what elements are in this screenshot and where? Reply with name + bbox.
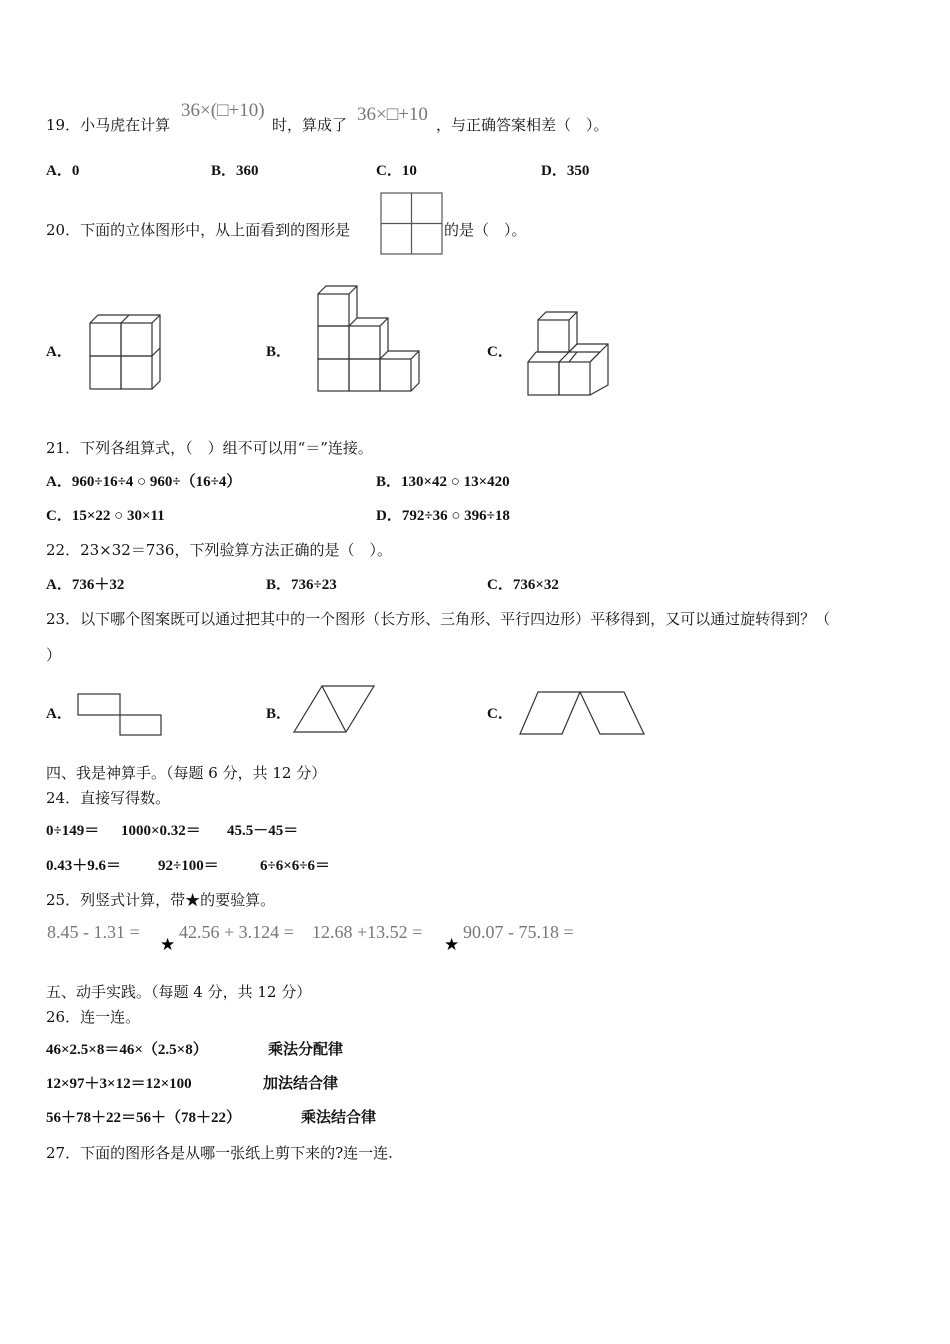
q21-option-a[interactable]: A．960÷16÷4 ○ 960÷（16÷4）: [46, 474, 242, 490]
q20-option-b[interactable]: B．: [266, 344, 292, 360]
q27-label: 27．下面的图形各是从哪一张纸上剪下来的?连一连.: [46, 1144, 393, 1162]
top-view-grid-figure: [380, 192, 444, 256]
q19-option-a[interactable]: A．0: [46, 163, 80, 179]
q26-left-2[interactable]: 12×97＋3×12＝12×100: [46, 1076, 192, 1092]
cube-figure-a: [88, 312, 164, 392]
q23-text-continued: ）: [46, 646, 62, 664]
q24-item-3: 45.5－45＝: [227, 823, 299, 839]
q25-label: 25．列竖式计算，带★的要验算。: [46, 891, 276, 909]
q25-item-2: 42.56 + 3.124 =: [179, 922, 294, 942]
q26-right-3[interactable]: 乘法结合律: [301, 1110, 377, 1126]
q20-label: 20．下面的立体图形中，从上面看到的图形是: [46, 221, 351, 239]
q22-option-a[interactable]: A．736＋32: [46, 577, 125, 593]
q24-item-4: 0.43＋9.6＝: [46, 858, 122, 874]
q26-left-3[interactable]: 56＋78＋22＝56＋（78＋22）: [46, 1110, 242, 1126]
q26-label: 26．连一连。: [46, 1008, 141, 1026]
q25-item-1: 8.45 - 1.31 =: [47, 922, 140, 942]
star-icon: ★: [160, 935, 176, 955]
section-four-heading: 四、我是神算手。（每题 6 分，共 12 分）: [46, 764, 327, 782]
q20-end-text: 的是（ ）。: [444, 221, 527, 239]
q26-right-1[interactable]: 乘法分配律: [268, 1042, 344, 1058]
star-icon: ★: [444, 935, 460, 955]
q19-label: 19．小马虎在计算: [46, 116, 171, 134]
cube-figure-c: [526, 306, 616, 398]
q23-option-c[interactable]: C．: [487, 706, 513, 722]
q19-option-b[interactable]: B．360: [211, 163, 259, 179]
q21-option-d[interactable]: D．792÷36 ○ 396÷18: [376, 508, 510, 524]
q24-item-6: 6÷6×6÷6＝: [260, 858, 331, 874]
section-five-heading: 五、动手实践。（每题 4 分，共 12 分）: [46, 983, 312, 1001]
q23-text: 23．以下哪个图案既可以通过把其中的一个图形（长方形、三角形、平行四边形）平移得到，又可以通过旋转得到？（: [46, 610, 831, 628]
rectangle-pattern-figure: [76, 692, 166, 738]
q23-option-a[interactable]: A．: [46, 706, 72, 722]
q19-expr-wrong: 36×□+10: [357, 104, 428, 125]
q22-text: 22．23×32＝736，下列验算方法正确的是（ ）。: [46, 541, 392, 559]
q26-right-2[interactable]: 加法结合律: [263, 1076, 339, 1092]
q23-option-b[interactable]: B．: [266, 706, 292, 722]
q19-end-text: ，与正确答案相差（ ）。: [436, 116, 609, 134]
q19-expr-correct: 36×(□+10): [181, 100, 265, 121]
parallelogram-pattern-figure: [518, 690, 648, 738]
triangle-pattern-figure: [292, 684, 378, 736]
q19-mid-text: 时，算成了: [272, 116, 348, 134]
q22-option-b[interactable]: B．736÷23: [266, 577, 337, 593]
q20-option-c[interactable]: C．: [487, 344, 513, 360]
q22-option-c[interactable]: C．736×32: [487, 577, 559, 593]
cube-figure-b: [316, 282, 424, 394]
q24-item-1: 0÷149＝: [46, 823, 100, 839]
q25-item-3: 12.68 +13.52 =: [312, 922, 423, 942]
q24-item-5: 92÷100＝: [158, 858, 219, 874]
q24-label: 24．直接写得数。: [46, 789, 171, 807]
q21-text: 21．下列各组算式，（ ）组不可以用“＝”连接。: [46, 439, 373, 457]
q26-left-1[interactable]: 46×2.5×8＝46×（2.5×8）: [46, 1042, 208, 1058]
q21-option-c[interactable]: C．15×22 ○ 30×11: [46, 508, 165, 524]
q25-item-4: 90.07 - 75.18 =: [463, 922, 574, 942]
q24-item-2: 1000×0.32＝: [121, 823, 201, 839]
q21-option-b[interactable]: B．130×42 ○ 13×420: [376, 474, 510, 490]
q19-option-d[interactable]: D．350: [541, 163, 590, 179]
q20-option-a[interactable]: A．: [46, 344, 72, 360]
q19-option-c[interactable]: C．10: [376, 163, 417, 179]
